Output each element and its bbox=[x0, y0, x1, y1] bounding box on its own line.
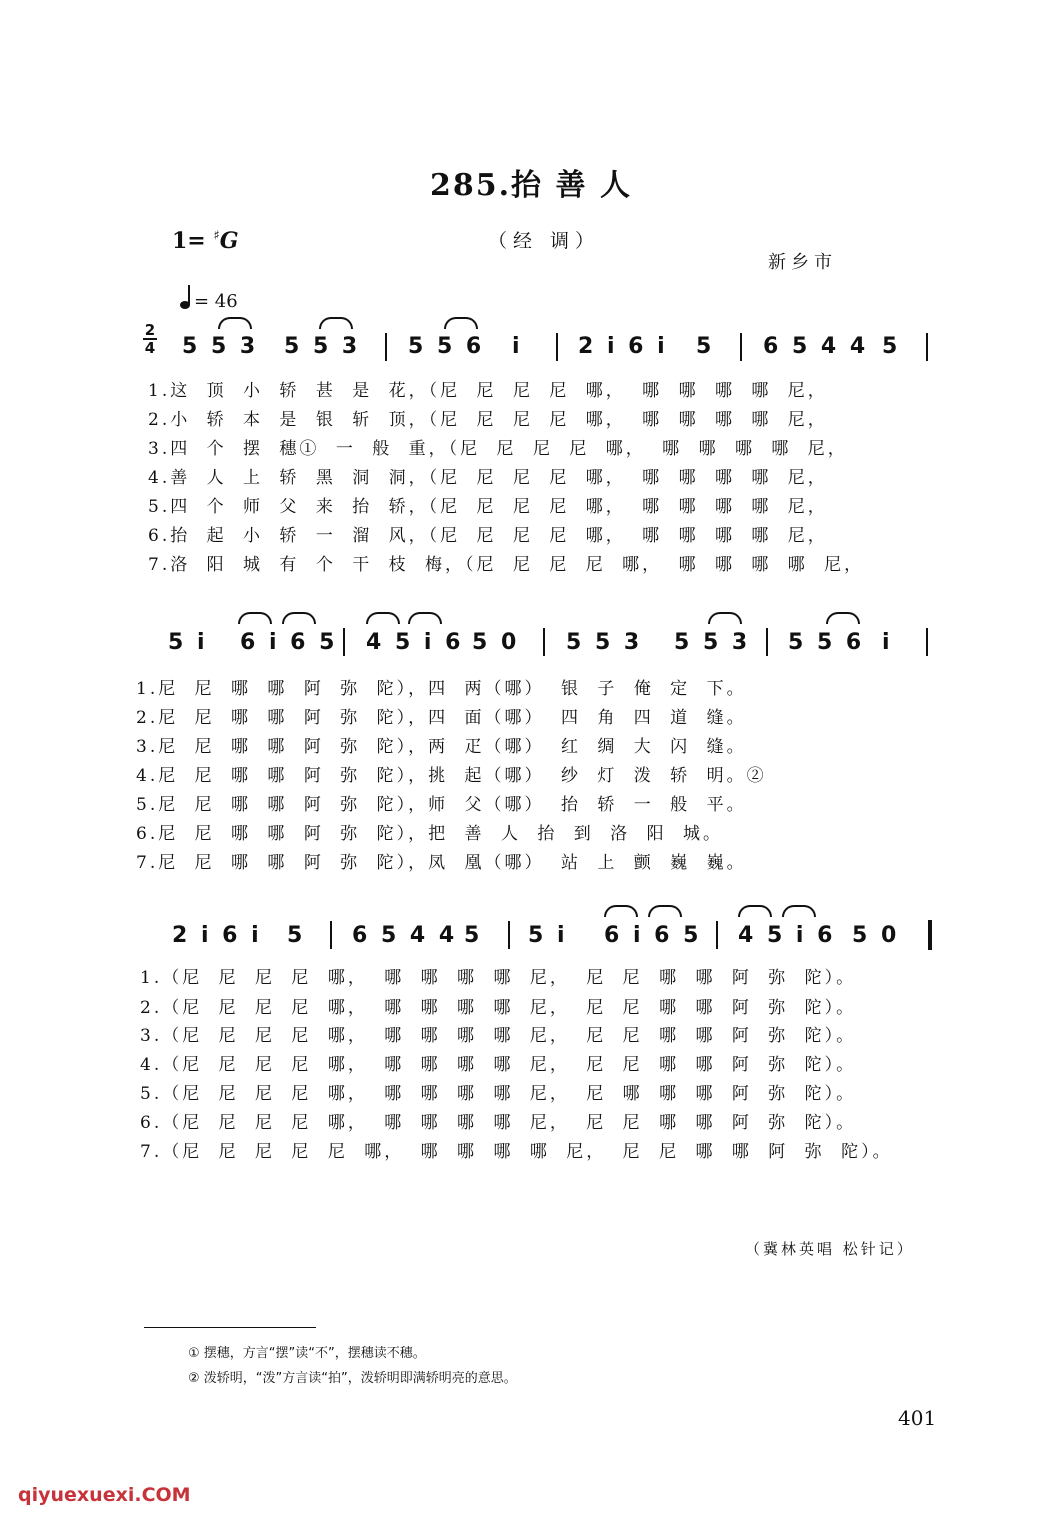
slur bbox=[782, 905, 816, 917]
staff1-g3: 5 5 6 bbox=[408, 334, 482, 359]
slur bbox=[218, 317, 252, 329]
lyric-line: 3.（尼 尼 尼 尼 哪， 哪 哪 哪 哪 尼， 尼 尼 哪 哪 阿 弥 陀）。 bbox=[140, 1026, 857, 1046]
lyric-line: 1.尼 尼 哪 哪 阿 弥 陀），四 两（哪） 银 子 俺 定 下。 bbox=[136, 679, 747, 699]
staff2-g3: 4 5 i 6 bbox=[366, 630, 461, 655]
barline bbox=[926, 333, 928, 361]
barline bbox=[508, 921, 510, 949]
slur bbox=[408, 612, 442, 624]
slur bbox=[238, 612, 272, 624]
lyric-line: 7.洛 阳 城 有 个 干 枝 梅，（尼 尼 尼 尼 哪， 哪 哪 哪 哪 尼， bbox=[148, 555, 865, 575]
staff1-g8: 5 bbox=[882, 334, 898, 359]
lyric-line: 3.尼 尼 哪 哪 阿 弥 陀），两 疋（哪） 红 绸 大 闪 缝。 bbox=[136, 737, 747, 757]
staff2-g4: 5 0 bbox=[472, 630, 517, 655]
key-note: G bbox=[219, 228, 239, 254]
staff3-g1: 2 i 6 i bbox=[172, 923, 259, 948]
slur bbox=[366, 612, 400, 624]
tempo-marking bbox=[180, 287, 238, 312]
lyric-line: 6.抬 起 小 轿 一 溜 风，（尼 尼 尼 尼 哪， 哪 哪 哪 哪 尼， bbox=[148, 526, 828, 546]
region-label: 新乡市 bbox=[768, 252, 837, 273]
staff2-g6: 5 5 3 bbox=[674, 630, 748, 655]
slur bbox=[738, 905, 772, 917]
slur bbox=[282, 612, 316, 624]
lyric-line: 7.尼 尼 哪 哪 阿 弥 陀），凤 凰（哪） 站 上 颤 巍 巍。 bbox=[136, 853, 747, 873]
lyric-line: 7.（尼 尼 尼 尼 尼 哪， 哪 哪 哪 哪 尼， 尼 尼 哪 哪 阿 弥 陀）。 bbox=[140, 1142, 893, 1162]
lyric-line: 2.（尼 尼 尼 尼 哪， 哪 哪 哪 哪 尼， 尼 尼 哪 哪 阿 弥 陀）。 bbox=[140, 998, 857, 1018]
staff2-g1: 5 i bbox=[168, 630, 205, 655]
barline bbox=[330, 921, 332, 949]
subtitle: （经 调） bbox=[488, 230, 601, 252]
staff3-g7: 4 5 i 6 bbox=[738, 923, 833, 948]
staff3-g4: 5 bbox=[464, 923, 480, 948]
staff3-g5: 5 i bbox=[528, 923, 565, 948]
lyric-line: 2.小 轿 本 是 银 斩 顶，（尼 尼 尼 尼 哪， 哪 哪 哪 哪 尼， bbox=[148, 410, 828, 430]
staff3-g2: 5 bbox=[287, 923, 303, 948]
footnote-2: ② 泼轿明，“泼”方言读“拍”，泼轿明即满轿明亮的意思。 bbox=[188, 1371, 517, 1386]
sharp-sign: ♯ bbox=[213, 228, 220, 244]
staff2-g7: 5 5 6 bbox=[788, 630, 862, 655]
barline bbox=[926, 628, 928, 656]
staff2-g5: 5 5 3 bbox=[566, 630, 640, 655]
final-barline bbox=[928, 920, 932, 950]
barline bbox=[385, 333, 387, 361]
lyric-line: 6.尼 尼 哪 哪 阿 弥 陀），把 善 人 抬 到 洛 阳 城。 bbox=[136, 824, 723, 844]
staff3-g6: 6 i 6 5 bbox=[604, 923, 699, 948]
footnote-1: ① 摆穗，方言“摆”读“不”，摆穗读不穗。 bbox=[188, 1346, 426, 1361]
credit-line: （冀林英唱 松针记） bbox=[745, 1240, 915, 1258]
staff1-g1: 5 5 3 bbox=[182, 334, 256, 359]
page-title: 285.抬 善 人 bbox=[430, 168, 632, 203]
meter-top: 2 bbox=[144, 321, 156, 339]
lyric-line: 1.（尼 尼 尼 尼 哪， 哪 哪 哪 哪 尼， 尼 尼 哪 哪 阿 弥 陀）。 bbox=[140, 968, 857, 988]
barline bbox=[543, 628, 545, 656]
key-signature bbox=[172, 228, 239, 254]
lyric-line: 4.善 人 上 轿 黑 洞 洞，（尼 尼 尼 尼 哪， 哪 哪 哪 哪 尼， bbox=[148, 468, 828, 488]
barline bbox=[766, 628, 768, 656]
staff3-g8: 5 0 bbox=[852, 923, 897, 948]
barline bbox=[556, 333, 558, 361]
tempo-value: = 46 bbox=[194, 291, 238, 312]
staff1-g7: 6 5 4 4 bbox=[763, 334, 866, 359]
lyric-line: 3.四 个 摆 穗① 一 般 重，（尼 尼 尼 尼 哪， 哪 哪 哪 哪 尼， bbox=[148, 439, 848, 459]
staff1-g4: i bbox=[512, 334, 520, 359]
barline bbox=[716, 921, 718, 949]
lyric-line: 2.尼 尼 哪 哪 阿 弥 陀），四 面（哪） 四 角 四 道 缝。 bbox=[136, 708, 747, 728]
note-stem bbox=[188, 285, 190, 305]
slur bbox=[708, 612, 742, 624]
lyric-line: 5.（尼 尼 尼 尼 哪， 哪 哪 哪 哪 尼， 尼 哪 哪 哪 阿 弥 陀）。 bbox=[140, 1084, 857, 1104]
meter-bottom: 4 bbox=[144, 339, 156, 357]
staff3-g3: 6 5 4 4 bbox=[352, 923, 455, 948]
staff1-g5: 2 i 6 i bbox=[578, 334, 665, 359]
page-number: 401 bbox=[898, 1406, 937, 1430]
staff2-g8: i bbox=[882, 630, 890, 655]
slur bbox=[604, 905, 638, 917]
lyric-line: 5.尼 尼 哪 哪 阿 弥 陀），师 父（哪） 抬 轿 一 般 平。 bbox=[136, 795, 747, 815]
barline bbox=[343, 628, 345, 656]
lyric-line: 4.尼 尼 哪 哪 阿 弥 陀），挑 起（哪） 纱 灯 泼 轿 明。② bbox=[136, 766, 767, 786]
slur bbox=[319, 317, 353, 329]
slur bbox=[826, 612, 860, 624]
slur bbox=[648, 905, 682, 917]
barline bbox=[740, 333, 742, 361]
key-label: 1= bbox=[172, 228, 206, 254]
staff1-g6: 5 bbox=[696, 334, 712, 359]
footnote-divider bbox=[144, 1327, 316, 1328]
lyric-line: 1.这 顶 小 轿 甚 是 花，（尼 尼 尼 尼 哪， 哪 哪 哪 哪 尼， bbox=[148, 381, 828, 401]
staff2-g2: 6 i 6 5 bbox=[240, 630, 335, 655]
lyric-line: 4.（尼 尼 尼 尼 哪， 哪 哪 哪 哪 尼， 尼 尼 哪 哪 阿 弥 陀）。 bbox=[140, 1055, 857, 1075]
slur bbox=[444, 317, 478, 329]
time-signature bbox=[143, 322, 157, 356]
staff1-g2: 5 5 3 bbox=[284, 334, 358, 359]
lyric-line: 5.四 个 师 父 来 抬 轿，（尼 尼 尼 尼 哪， 哪 哪 哪 哪 尼， bbox=[148, 497, 828, 517]
watermark: qiyuexuexi.COM bbox=[18, 1484, 191, 1506]
lyric-line: 6.（尼 尼 尼 尼 哪， 哪 哪 哪 哪 尼， 尼 尼 哪 哪 阿 弥 陀）。 bbox=[140, 1113, 857, 1133]
